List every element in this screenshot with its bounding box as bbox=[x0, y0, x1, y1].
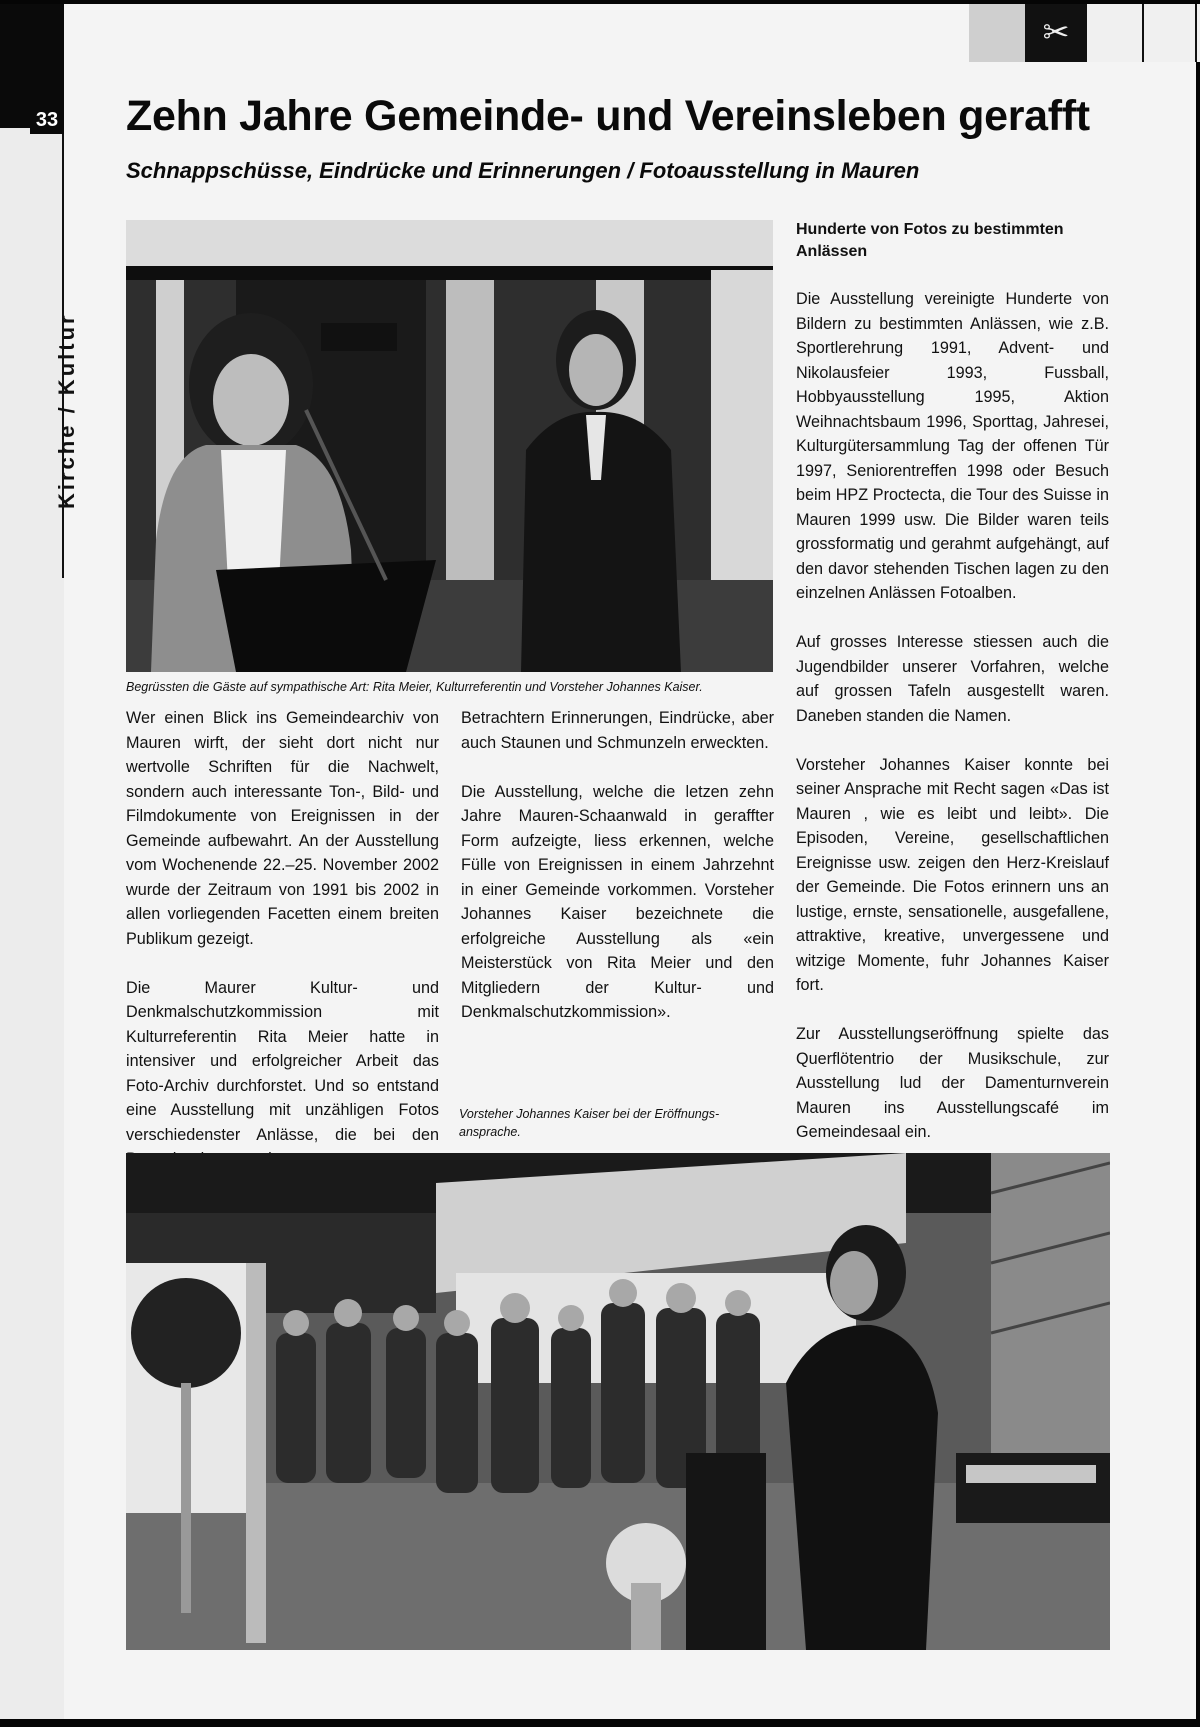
paragraph: Die Maurer Kultur- und Denkmalschutzkommission mit Kulturreferentin Rita Meier hatte in intensiver und erfolgreicher Arbeit das Foto-Archiv durchforstet. Und so entstand eine Ausstellung mit unzähligen Fotos verschiedenster Anlässe, die bei den bbox=[126, 978, 439, 1144]
page-number: 33 bbox=[30, 106, 64, 134]
article-headline: Zehn Jahre Gemeinde- und Vereinsleben gerafft bbox=[126, 92, 1090, 140]
corner-marker bbox=[969, 4, 1200, 62]
corner-box bbox=[1085, 4, 1142, 62]
paragraph: Die Ausstellung, welche die letzen zehn Jahre Mauren-Schaanwald in geraffter Form aufzeigte, liess erkennen, welche Fülle von Ereignissen in einem Jahrzehnt in einer Gemeinde vorkommen. Vorsteher Johannes Kaiser bezeichnete die erfolgreiche Ausstellung als «ein Meisterstück von Rita Meier und den Mitgliedern der Kultur- und Denkmalschutzkommission». bbox=[461, 782, 774, 1021]
text-column-2 bbox=[461, 706, 774, 1049]
section-strip bbox=[0, 4, 79, 1719]
text-column-3 bbox=[796, 219, 1109, 1169]
photo-exhibition-opening bbox=[126, 1153, 1110, 1650]
paragraph: Wer einen Blick ins Gemeindearchiv von Mauren wirft, der sieht dort nicht nur wertvolle Schriften für die Nachwelt, sondern auch interessante Ton-, Bild- und Filmdokumente von Ereignissen in der Gemeinde aufbewahrt. An der Ausstellung vom Wochenende 22.–25. November 2002 wurde der Zeitraum von 1991 bis 2002 in allen vorliegenden Facetten einem breiten Publikum gezeigt. bbox=[126, 709, 439, 948]
column-subheading: Hunderte von Fotos zu bestimmten Anlässen bbox=[796, 221, 1064, 260]
paragraph: Betrachtern Erinnerungen, Eindrücke, aber auch Staunen und Schmunzeln erweckten. bbox=[461, 709, 774, 752]
photo2-caption: Vorsteher Johannes Kaiser bei der Eröffnungs-ansprache. bbox=[459, 1107, 720, 1139]
corner-box bbox=[1142, 4, 1195, 62]
paragraph: Die Ausstellung vereinigte Hunderte von Bildern zu bestimmten Anlässen, wie z.B. Sportlerehrung 1991, Advent- und Nikolausfeier 1993, Fussball, Hobbyausstellung 1995, Aktion Weihnachtsbaum 1996, Sporttag, Jahresei, Kulturgütersammlung Tag der offenen Tür 1997, Seniorentreffen 1998 oder Besuch beim HPZ Proctecta, die Tour des Suisse in Mauren 1999 usw. Die Bilder waren teils grossformatig und gerahmt aufgehängt, auf den davor stehenden Tischen lagen zu den einzelnen Anlässen Fotoalben. bbox=[796, 290, 1109, 602]
section-label: Kirche / Kultur bbox=[54, 312, 79, 509]
photo1-caption: Begrüssten die Gäste auf sympathische Art: Rita Meier, Kulturreferentin und Vorsteher Johannes Kaiser. bbox=[126, 680, 703, 694]
paragraph: Zur Ausstellungseröffnung spielte das Querflötentrio der Musikschule, zur Ausstellung lud der Damenturnverein Mauren ins Ausstellungscafé im Gemeindesaal ein. bbox=[796, 1025, 1109, 1141]
text-column-1 bbox=[126, 706, 439, 1196]
paragraph: Vorsteher Johannes Kaiser konnte bei seiner Ansprache mit Recht sagen «Das ist Mauren , wie es leibt und leibt». Die Episoden, Vereine, gesellschaftlichen Ereignisse usw. zeigen den Herz-Kreislauf der Gemeinde. Die Fotos erinnern uns an lustige, ernste, sensationelle, ausgefallene, attraktive, kreative, unvergessene und witzige Momente, fuhr Johannes Kaiser fort. bbox=[796, 755, 1109, 994]
photo-speakers bbox=[126, 220, 773, 672]
paragraph: Auf grosses Interesse stiessen auch die Jugendbilder unserer Vorfahren, welche auf grossen Tafeln ausgestellt waren. Daneben standen die Namen. bbox=[796, 633, 1109, 725]
magazine-page bbox=[0, 4, 1196, 1719]
scissors-icon: ✂ bbox=[1025, 4, 1085, 62]
article-subheadline: Schnappschüsse, Eindrücke und Erinnerungen / Fotoausstellung in Mauren bbox=[126, 158, 920, 183]
corner-box bbox=[1195, 4, 1200, 62]
corner-box bbox=[969, 4, 1025, 62]
